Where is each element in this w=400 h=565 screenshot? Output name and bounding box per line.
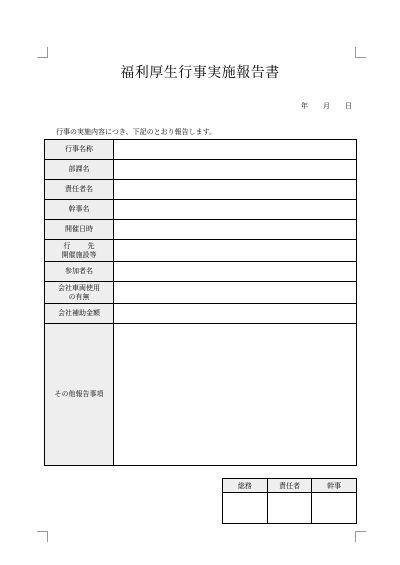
row-subsidy [45, 304, 357, 324]
stamp-box-general-affairs[interactable] [223, 493, 268, 524]
approval-stamp-table [222, 478, 357, 524]
approval-stamp-row [223, 493, 357, 524]
approval-header-secretary: 幹事 [312, 479, 357, 493]
crop-mark-top-right [355, 47, 366, 58]
label-destination-char-1: 行 [63, 241, 71, 250]
document-title: 福利厚生行事実施報告書 [120, 65, 280, 81]
field-responsible[interactable] [114, 180, 357, 200]
label-responsible: 責任者名 [45, 180, 114, 200]
label-participants: 参加者名 [45, 262, 114, 282]
crop-mark-bottom-right [355, 531, 366, 542]
label-datetime: 開催日時 [45, 220, 114, 240]
field-secretary[interactable] [114, 200, 357, 220]
row-event-name [45, 140, 357, 160]
label-company-car [45, 282, 114, 304]
stamp-box-secretary[interactable] [312, 493, 357, 524]
row-department [45, 160, 357, 180]
stamp-box-responsible[interactable] [267, 493, 312, 524]
approval-header-responsible: 責任者 [267, 479, 312, 493]
date-year-label: 年 [301, 102, 308, 110]
field-department[interactable] [114, 160, 357, 180]
crop-mark-top-left [37, 47, 48, 58]
crop-mark-bottom-left [37, 531, 48, 542]
field-other[interactable] [114, 324, 357, 466]
label-event-name: 行事名称 [45, 140, 114, 160]
row-datetime [45, 220, 357, 240]
date-month-label: 月 [323, 102, 330, 110]
field-company-car[interactable] [114, 282, 357, 304]
label-secretary: 幹事名 [45, 200, 114, 220]
label-company-car-line2: の有無 [68, 292, 90, 301]
label-other: その他報告事項 [45, 324, 114, 466]
date-day-label: 日 [345, 102, 352, 110]
field-subsidy[interactable] [114, 304, 357, 324]
intro-text: 行事の実施内容につき、下記のとおり報告します。 [56, 128, 217, 136]
field-datetime[interactable] [114, 220, 357, 240]
label-destination-line2: 開催施設等 [61, 250, 97, 259]
label-destination-char-2: 先 [87, 241, 95, 250]
field-participants[interactable] [114, 262, 357, 282]
report-form-table [44, 139, 357, 466]
row-other [45, 324, 357, 466]
label-company-car-line1: 会社車両使用 [58, 283, 100, 292]
row-secretary [45, 200, 357, 220]
label-department: 部課名 [45, 160, 114, 180]
field-event-name[interactable] [114, 140, 357, 160]
field-destination[interactable] [114, 240, 357, 262]
row-participants [45, 262, 357, 282]
label-destination [45, 240, 114, 262]
row-responsible [45, 180, 357, 200]
approval-header-general-affairs: 総務 [223, 479, 268, 493]
label-subsidy: 会社補助金額 [45, 304, 114, 324]
approval-header-row [223, 479, 357, 493]
row-company-car [45, 282, 357, 304]
row-destination [45, 240, 357, 262]
